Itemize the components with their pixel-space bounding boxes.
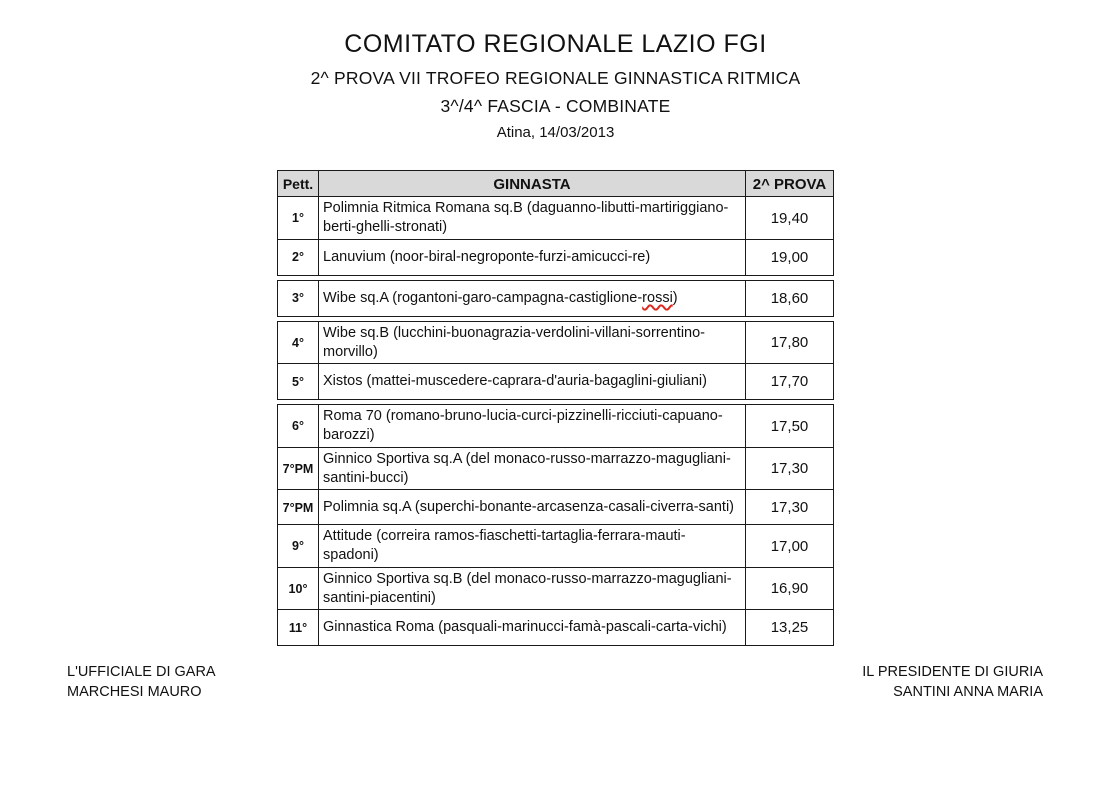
table-row — [277, 239, 834, 276]
score-cell: 17,00 — [745, 525, 833, 567]
rank-cell: 6° — [278, 405, 319, 447]
rank-cell: 2° — [278, 240, 319, 275]
rank-cell: 11° — [278, 610, 319, 645]
rank-cell: 1° — [278, 197, 319, 239]
official-name: MARCHESI MAURO — [67, 684, 202, 700]
table-row — [277, 321, 834, 365]
page-title: COMITATO REGIONALE LAZIO FGI — [344, 30, 767, 58]
name-text: Attitude (correira ramos-fiaschetti-tartaglia-ferrara-mauti-spadoni) — [323, 528, 686, 564]
table-row — [277, 404, 834, 448]
table-row — [277, 609, 834, 646]
score-cell: 16,90 — [745, 568, 833, 610]
name-text: Ginnastica Roma (pasquali-marinucci-famà-pascali-carta-vichi) — [323, 619, 727, 636]
table-row — [277, 447, 834, 491]
official-signature-block — [67, 662, 216, 702]
event-subtitle: 2^ PROVA VII TROFEO REGIONALE GINNASTICA RITMICA — [310, 68, 801, 88]
score-cell: 13,25 — [745, 610, 833, 645]
name-text: Wibe sq.B (lucchini-buonagrazia-verdolini-villani-sorrentino-morvillo) — [323, 324, 705, 360]
score-cell: 17,50 — [745, 405, 833, 447]
rank-cell: 3° — [278, 281, 319, 316]
name-text: Roma 70 (romano-bruno-lucia-curci-pizzinelli-ricciuti-capuano-barozzi) — [323, 408, 723, 444]
column-header-prova: 2^ PROVA — [745, 171, 833, 197]
name-text: Polimnia Ritmica Romana sq.B (daguanno-libutti-martiriggiano-berti-ghelli-stronati) — [323, 200, 729, 236]
name-text: Lanuvium (noor-biral-negroponte-furzi-amicucci-re) — [323, 248, 651, 265]
rank-cell: 10° — [278, 568, 319, 610]
name-text: Ginnico Sportiva sq.A (del monaco-russo-marrazzo-magugliani-santini-bucci) — [323, 450, 731, 486]
gymnast-name-cell — [319, 364, 745, 399]
rank-cell: 9° — [278, 525, 319, 567]
name-text: Polimnia sq.A (superchi-bonante-arcasenza-casali-civerra-santi) — [323, 499, 735, 516]
score-cell: 19,00 — [745, 240, 833, 275]
rank-cell: 4° — [278, 322, 319, 364]
rank-cell: 7°PM — [278, 490, 319, 525]
table-row — [277, 524, 834, 568]
jury-president-role: IL PRESIDENTE DI GIURIA — [862, 664, 1043, 680]
score-cell: 17,30 — [745, 448, 833, 490]
gymnast-name-cell — [319, 197, 745, 239]
score-cell: 17,80 — [745, 322, 833, 364]
category-subtitle: 3^/4^ FASCIA - COMBINATE — [440, 96, 671, 116]
column-header-pett: Pett. — [278, 171, 319, 197]
results-table — [277, 170, 834, 646]
table-row — [277, 280, 834, 317]
name-text: ) — [672, 289, 678, 306]
gymnast-name-cell — [319, 568, 745, 610]
location-date: Atina, 14/03/2013 — [496, 124, 615, 141]
table-row — [277, 567, 834, 611]
jury-president-signature-block — [862, 662, 1043, 702]
official-role: L'UFFICIALE DI GARA — [67, 664, 216, 680]
name-text: Xistos (mattei-muscedere-caprara-d'auria-bagaglini-giuliani) — [323, 373, 707, 390]
name-text: Wibe sq.A (rogantoni-garo-campagna-castiglione- — [323, 289, 643, 306]
gymnast-name-cell — [319, 448, 745, 490]
gymnast-name-cell — [319, 610, 745, 645]
gymnast-name-cell — [319, 322, 745, 364]
rank-cell: 5° — [278, 364, 319, 399]
gymnast-name-cell — [319, 405, 745, 447]
table-row — [277, 363, 834, 400]
gymnast-name-cell — [319, 525, 745, 567]
table-header-row — [277, 170, 834, 198]
table-row — [277, 489, 834, 526]
score-cell: 17,70 — [745, 364, 833, 399]
gymnast-name-cell — [319, 240, 745, 275]
gymnast-name-cell — [319, 281, 745, 316]
column-header-ginnasta: GINNASTA — [493, 175, 571, 193]
document-header — [0, 30, 1111, 141]
table-row — [277, 196, 834, 240]
score-cell: 17,30 — [745, 490, 833, 525]
jury-president-name: SANTINI ANNA MARIA — [893, 684, 1043, 700]
misspelled-word: rossi — [642, 289, 673, 306]
gymnast-name-cell — [319, 490, 745, 525]
rank-cell: 7°PM — [278, 448, 319, 490]
score-cell: 18,60 — [745, 281, 833, 316]
name-text: Ginnico Sportiva sq.B (del monaco-russo-marrazzo-magugliani-santini-piacentini) — [323, 570, 732, 606]
score-cell: 19,40 — [745, 197, 833, 239]
